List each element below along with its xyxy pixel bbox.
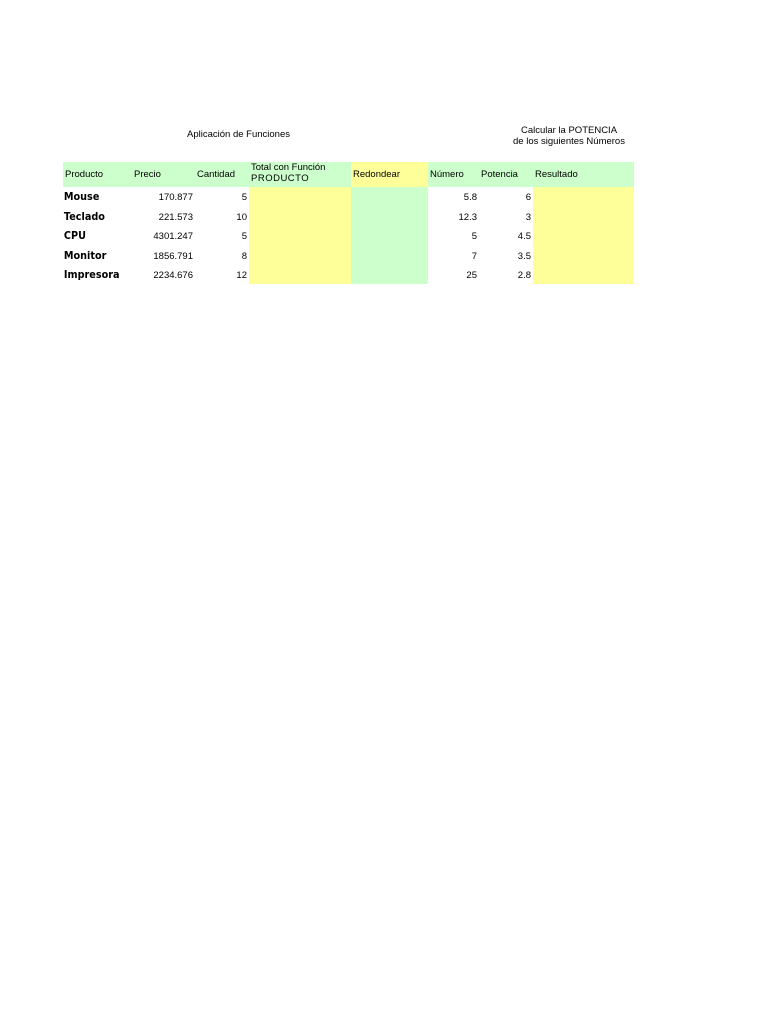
cell-precio[interactable]: 221.573 [158,211,193,223]
cell-numero[interactable]: 25 [466,270,477,281]
header-cantidad[interactable]: Cantidad [195,162,249,187]
cell-numero[interactable]: 12.3 [458,211,477,223]
cell-precio[interactable]: 170.877 [158,192,193,203]
cell-producto[interactable]: CPU [63,229,86,242]
title-potencia-line2: de los siguientes Números [513,136,625,147]
header-total-line1: Total con Función [251,162,326,173]
header-resultado[interactable]: Resultado [533,162,634,187]
header-redondear[interactable]: Redondear [351,162,428,187]
cell-precio[interactable]: 2234.676 [153,270,193,281]
cell-producto[interactable]: Impresora [63,268,120,281]
cell-numero[interactable]: 5.8 [463,192,477,203]
cell-producto[interactable]: Teclado [63,209,105,223]
column-resultado-fill[interactable] [533,187,634,284]
header-total-line2: PRODUCTO [251,172,310,184]
title-potencia-line1: Calcular la POTENCIA [520,125,618,136]
cell-potencia[interactable]: 3 [525,211,531,223]
column-redondear-fill[interactable] [351,187,428,284]
header-producto[interactable]: Producto [63,162,132,187]
cell-potencia[interactable]: 2.8 [517,270,531,281]
header-total-producto[interactable] [249,162,351,187]
header-potencia[interactable]: Potencia [479,162,533,187]
cell-cantidad[interactable]: 10 [236,211,247,223]
cell-cantidad[interactable]: 5 [241,231,247,242]
cell-cantidad[interactable]: 12 [236,270,247,281]
cell-producto[interactable]: Monitor [63,248,107,262]
cell-numero[interactable]: 5 [471,231,477,242]
column-total-fill[interactable] [249,187,351,284]
cell-numero[interactable]: 7 [471,250,477,262]
cell-precio[interactable]: 1856.791 [153,250,193,262]
header-numero[interactable]: Número [428,162,479,187]
cell-potencia[interactable]: 4.5 [517,231,531,242]
title-calcular-potencia [498,125,640,147]
header-precio[interactable]: Precio [132,162,195,187]
cell-cantidad[interactable]: 5 [241,192,247,203]
cell-cantidad[interactable]: 8 [241,250,247,262]
cell-potencia[interactable]: 6 [525,192,531,203]
cell-potencia[interactable]: 3.5 [517,250,531,262]
title-aplicacion-funciones: Aplicación de Funciones [187,129,290,140]
cell-producto[interactable]: Mouse [63,190,100,203]
cell-precio[interactable]: 4301.247 [153,231,193,242]
